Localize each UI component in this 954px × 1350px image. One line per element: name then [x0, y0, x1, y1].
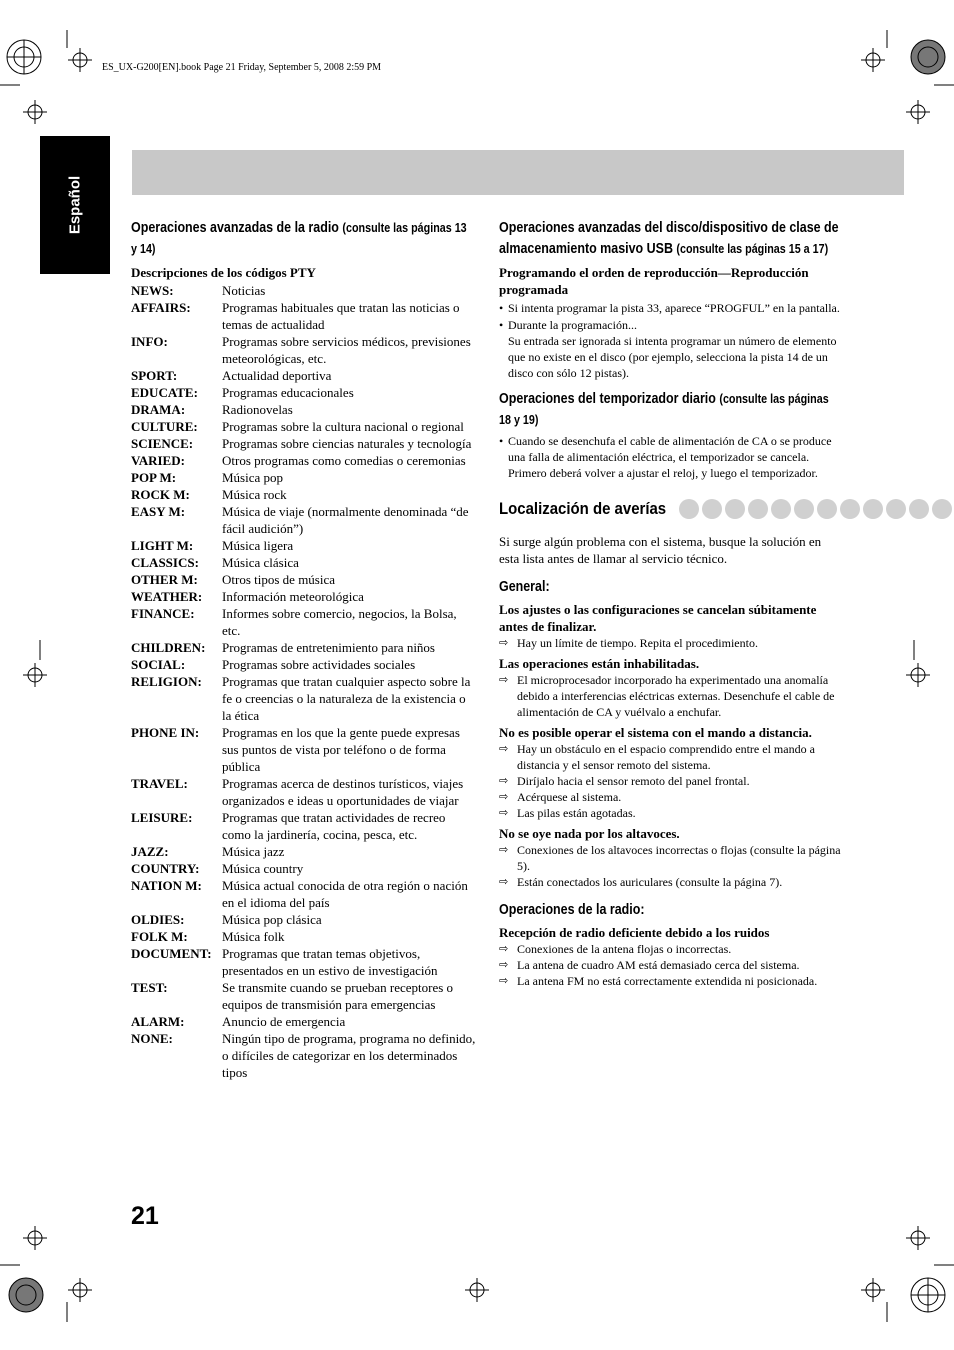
radio-heading: Operaciones de la radio:	[499, 902, 645, 918]
pty-code-list	[131, 282, 476, 1081]
pty-code: EDUCATE:	[131, 385, 198, 400]
pty-description: Música folk	[222, 929, 285, 944]
troubleshooting-title-text: Localización de averías	[499, 499, 667, 518]
timer-ref: (consulte las páginas 18 y 19)	[499, 392, 829, 427]
radio-advanced-title	[131, 218, 475, 260]
language-tab	[40, 136, 110, 274]
solution-list	[499, 672, 844, 720]
left-column	[131, 218, 476, 1081]
pty-code: SOCIAL:	[131, 657, 186, 672]
print-metadata: ES_UX-G200[EN].book Page 21 Friday, September 5, 2008 2:59 PM	[102, 62, 382, 73]
pty-description: Otros programas como comedias o ceremonias	[222, 453, 466, 468]
pty-description: Anuncio de emergencia	[222, 1014, 346, 1029]
pty-code: ALARM:	[131, 1014, 185, 1029]
pty-code: POP M:	[131, 470, 177, 485]
pty-code: PHONE IN:	[131, 725, 200, 740]
program-heading: Programando el orden de reproducción—Reproducción programada	[499, 265, 809, 297]
pty-description: Música pop	[222, 470, 284, 485]
pty-description: Programas que tratan cualquier aspecto sobre la fe o creencias o la naturaleza de la existencia o la ética	[222, 674, 471, 723]
pty-code: DRAMA:	[131, 402, 186, 417]
pty-description: Música jazz	[222, 844, 285, 859]
pty-description: Programas que tratan temas objetivos, presentados en un estivo de investigación	[222, 946, 438, 978]
pty-description: Se transmite cuando se prueban receptores o equipos de transmisión para emergencias	[222, 980, 454, 1012]
solution-item: ⇨ Acérquese al sistema.	[499, 789, 844, 805]
pty-description: Información meteorológica	[222, 589, 364, 604]
pty-code: EASY M:	[131, 504, 186, 519]
general-problem-list	[499, 601, 844, 890]
general-heading: General:	[499, 579, 550, 595]
pty-code: TEST:	[131, 980, 168, 995]
right-column	[499, 218, 844, 989]
solution-item: ⇨ Diríjalo hacia el sensor remoto del panel frontal.	[499, 773, 844, 789]
pty-description: Programas sobre ciencias naturales y tecnología	[222, 436, 472, 451]
pty-code: LEISURE:	[131, 810, 193, 825]
solution-item: ⇨ Hay un obstáculo en el espacio comprendido entre el mando a distancia y el sensor remoto del sistema.	[499, 741, 844, 773]
pty-description: Ningún tipo de programa, programa no definido, o difíciles de categorizar en los determinados tipos	[222, 1031, 476, 1080]
solution-item: ⇨ Las pilas están agotadas.	[499, 805, 844, 821]
pty-description: Programas educacionales	[222, 385, 354, 400]
title-dots-decoration	[679, 499, 954, 519]
radio-advanced-title-text: Operaciones avanzadas de la radio	[131, 220, 339, 236]
pty-code: LIGHT M:	[131, 538, 194, 553]
pty-code: SPORT:	[131, 368, 178, 383]
pty-description: Música country	[222, 861, 304, 876]
solution-item: ⇨ Conexiones de la antena flojas o incorrectas.	[499, 941, 844, 957]
pty-heading: Descripciones de los códigos PTY	[131, 265, 316, 280]
pty-code: WEATHER:	[131, 589, 203, 604]
bullet-item: • Cuando se desenchufa el cable de alimentación de CA o se produce una falla de alimentación eléctrica, el temporizador se cancela. Primero deberá volver a ajustar el reloj, y luego el temporizador.	[499, 433, 844, 481]
pty-code: DOCUMENT:	[131, 946, 212, 961]
pty-code: NONE:	[131, 1031, 173, 1046]
pty-description: Actualidad deportiva	[222, 368, 332, 383]
pty-code: OLDIES:	[131, 912, 185, 927]
solution-list	[499, 635, 844, 651]
pty-description: Música de viaje (normalmente denominada “de fácil audición”)	[222, 504, 469, 536]
radio-problem-list	[499, 924, 844, 989]
solution-item: ⇨ El microprocesador incorporado ha experimentado una anomalía debido a interferencias eléctricas externas. Desenchufe el cable de alimentación de CA y vuélvalo a enchufar.	[499, 672, 844, 720]
pty-description: Informes sobre comercio, negocios, la Bolsa, etc.	[222, 606, 457, 638]
pty-description: Programas de entretenimiento para niños	[222, 640, 435, 655]
problem-heading: Los ajustes o las configuraciones se cancelan súbitamente antes de finalizar.	[499, 602, 817, 634]
pty-code: AFFAIRS:	[131, 300, 191, 315]
pty-code: CULTURE:	[131, 419, 198, 434]
pty-description: Programas sobre servicios médicos, previsiones meteorológicas, etc.	[222, 334, 471, 366]
pty-description: Programas habituales que tratan las noticias o temas de actualidad	[222, 300, 460, 332]
pty-description: Programas en los que la gente puede expresas sus puntos de vista por teléfono o de forma pública	[222, 725, 460, 774]
pty-description: Música pop clásica	[222, 912, 322, 927]
solution-item: ⇨ Hay un límite de tiempo. Repita el procedimiento.	[499, 635, 844, 651]
disc-advanced-ref: (consulte las páginas 15 a 17)	[676, 242, 829, 256]
pty-code: RELIGION:	[131, 674, 202, 689]
problem-heading: Las operaciones están inhabilitadas.	[499, 656, 700, 671]
pty-description: Música rock	[222, 487, 287, 502]
pty-code: CLASSICS:	[131, 555, 199, 570]
pty-description: Noticias	[222, 283, 266, 298]
solution-item: ⇨ La antena de cuadro AM está demasiado cerca del sistema.	[499, 957, 844, 973]
pty-code: VARIED:	[131, 453, 185, 468]
pty-code: INFO:	[131, 334, 168, 349]
program-notes	[499, 300, 844, 381]
page-number: 21	[131, 1202, 159, 1230]
pty-code: OTHER M:	[131, 572, 198, 587]
bullet-item: • Durante la programación... Su entrada ser ignorada si intenta programar un número de elemento que no existe en el disco (por ejemplo, selecciona la pista 14 de un disco con sólo 12 pistas).	[499, 317, 844, 381]
pty-code: JAZZ:	[131, 844, 169, 859]
pty-description: Música clásica	[222, 555, 299, 570]
problem-heading: No es posible operar el sistema con el mando a distancia.	[499, 725, 812, 740]
solution-item: ⇨ Están conectados los auriculares (consulte la página 7).	[499, 874, 844, 890]
pty-code: SCIENCE:	[131, 436, 194, 451]
pty-description: Música actual conocida de otra región o nación en el idioma del país	[222, 878, 468, 910]
timer-notes	[499, 433, 844, 481]
pty-description: Programas acerca de destinos turísticos, viajes organizados e ideas u oportunidades de viajar	[222, 776, 464, 808]
solution-item: ⇨ La antena FM no está correctamente extendida ni posicionada.	[499, 973, 844, 989]
header-band	[132, 150, 904, 195]
pty-code: COUNTRY:	[131, 861, 200, 876]
pty-code: ROCK M:	[131, 487, 190, 502]
pty-description: Programas que tratan actividades de recreo como la jardinería, cocina, pesca, etc.	[222, 810, 446, 842]
radio-advanced-ref: (consulte las páginas 13 y 14)	[131, 221, 467, 256]
pty-description: Programas sobre la cultura nacional o regional	[222, 419, 464, 434]
timer-title-text: Operaciones del temporizador diario	[499, 391, 716, 407]
pty-description: Radionovelas	[222, 402, 293, 417]
timer-title	[499, 389, 843, 431]
solution-list	[499, 842, 844, 890]
pty-description: Música ligera	[222, 538, 294, 553]
solution-item: ⇨ Conexiones de los altavoces incorrectas o flojas (consulte la página 5).	[499, 842, 844, 874]
pty-description: Otros tipos de música	[222, 572, 336, 587]
pty-code: NATION M:	[131, 878, 202, 893]
solution-list	[499, 941, 844, 989]
language-tab-label: Español	[66, 175, 84, 235]
troubleshooting-title	[499, 495, 844, 523]
pty-description: Programas sobre actividades sociales	[222, 657, 416, 672]
pty-code: NEWS:	[131, 283, 174, 298]
disc-advanced-title	[499, 218, 843, 260]
pty-code: FOLK M:	[131, 929, 188, 944]
disc-advanced-title-text: Operaciones avanzadas del disco/dispositivo de clase de almacenamiento masivo USB	[499, 220, 839, 257]
pty-code: FINANCE:	[131, 606, 195, 621]
problem-heading: No se oye nada por los altavoces.	[499, 826, 680, 841]
bullet-item: • Si intenta programar la pista 33, aparece “PROGFUL” en la pantalla.	[499, 300, 844, 316]
pty-code: CHILDREN:	[131, 640, 206, 655]
pty-code: TRAVEL:	[131, 776, 188, 791]
problem-heading: Recepción de radio deficiente debido a los ruidos	[499, 925, 770, 940]
troubleshooting-intro: Si surge algún problema con el sistema, busque la solución en esta lista antes de llamar al servicio técnico.	[499, 534, 822, 566]
solution-list	[499, 741, 844, 821]
